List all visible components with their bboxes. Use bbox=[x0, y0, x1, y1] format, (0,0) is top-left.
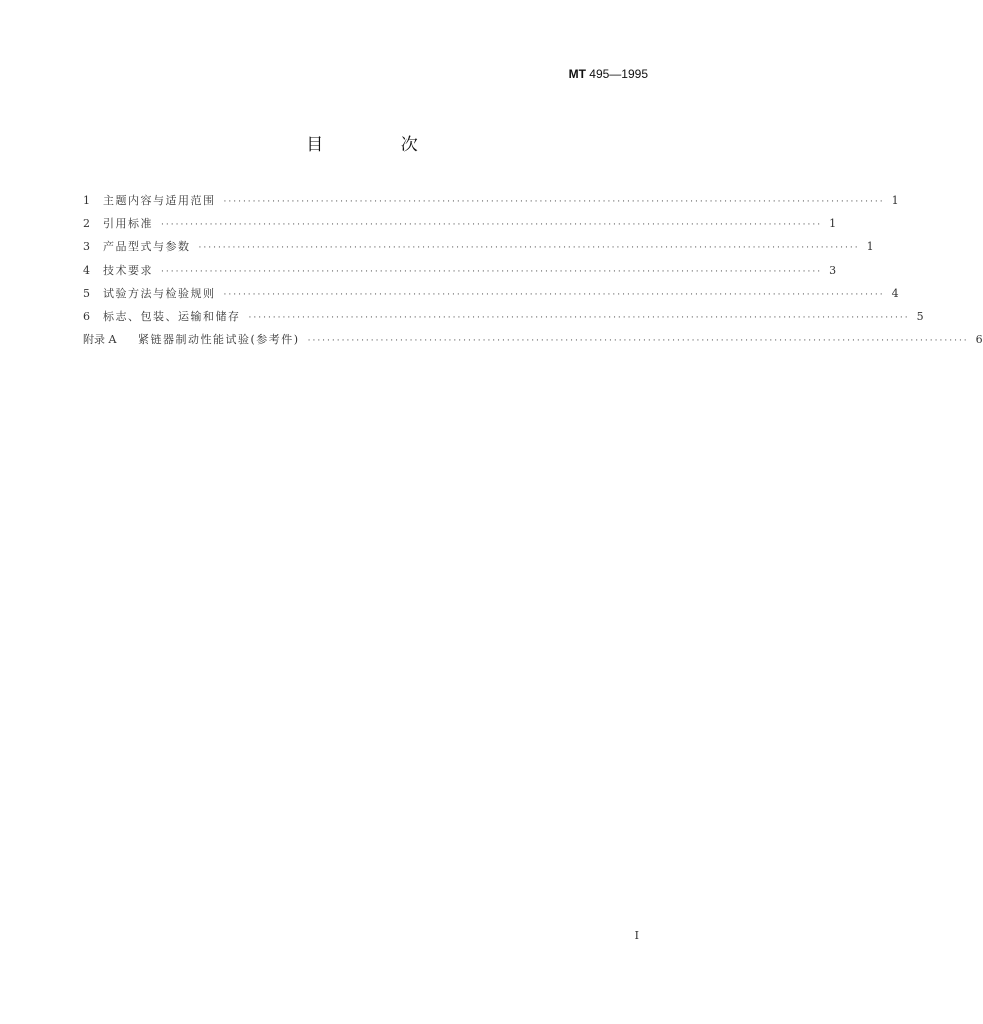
toc-entry-number: 2 bbox=[83, 217, 90, 231]
toc-entry[interactable] bbox=[83, 235, 874, 258]
toc-entry-title: 标志、包装、运输和储存 bbox=[103, 309, 241, 323]
toc-entry-page: 5 bbox=[916, 309, 924, 323]
toc-entry-page: 4 bbox=[891, 286, 899, 300]
toc-leader-dots: ········································································································································ bbox=[161, 220, 823, 231]
toc-leader-dots: ········································································································································ bbox=[223, 289, 885, 300]
toc-entry-page: 6 bbox=[975, 333, 983, 347]
page-number: I bbox=[634, 929, 639, 942]
standard-number: 495—1995 bbox=[589, 67, 648, 81]
toc-entry-number: 6 bbox=[83, 309, 90, 323]
toc-entry-page: 1 bbox=[891, 194, 899, 207]
toc-leader-dots: ········································································································································ bbox=[307, 336, 969, 347]
toc-entry-appendix[interactable] bbox=[83, 328, 983, 351]
toc-entry-title: 试验方法与检验规则 bbox=[103, 286, 216, 300]
toc-entry-number: 1 bbox=[83, 194, 90, 207]
toc-entry-page: 1 bbox=[866, 240, 874, 254]
toc-entry[interactable] bbox=[83, 259, 837, 282]
table-of-contents bbox=[83, 189, 983, 351]
toc-leader-dots: ········································································································································ bbox=[223, 197, 885, 207]
toc-entry[interactable] bbox=[83, 282, 899, 305]
toc-entry-title: 技术要求 bbox=[103, 263, 153, 277]
toc-entry-title: 引用标准 bbox=[103, 217, 153, 231]
toc-entry-page: 3 bbox=[829, 263, 837, 277]
standard-prefix: MT bbox=[568, 67, 586, 81]
toc-entry-title: 紧链器制动性能试验(参考件) bbox=[138, 333, 300, 347]
toc-entry-page: 1 bbox=[829, 217, 837, 231]
toc-leader-dots: ········································································································································ bbox=[198, 243, 860, 254]
toc-entry-number: 附录 A bbox=[83, 333, 117, 347]
toc-entry[interactable] bbox=[83, 212, 837, 235]
standard-code bbox=[569, 67, 648, 81]
toc-entry-title: 产品型式与参数 bbox=[103, 240, 191, 254]
toc-leader-dots: ········································································································································ bbox=[248, 312, 910, 323]
toc-entry[interactable] bbox=[83, 189, 899, 212]
toc-entry-number: 3 bbox=[83, 240, 90, 254]
toc-entry[interactable] bbox=[83, 305, 924, 328]
toc-leader-dots: ········································································································································ bbox=[161, 266, 823, 277]
toc-entry-number: 5 bbox=[83, 286, 90, 300]
toc-entry-number: 4 bbox=[83, 263, 90, 277]
toc-entry-title: 主题内容与适用范围 bbox=[103, 194, 216, 207]
toc-title: 目 次 bbox=[306, 135, 454, 155]
